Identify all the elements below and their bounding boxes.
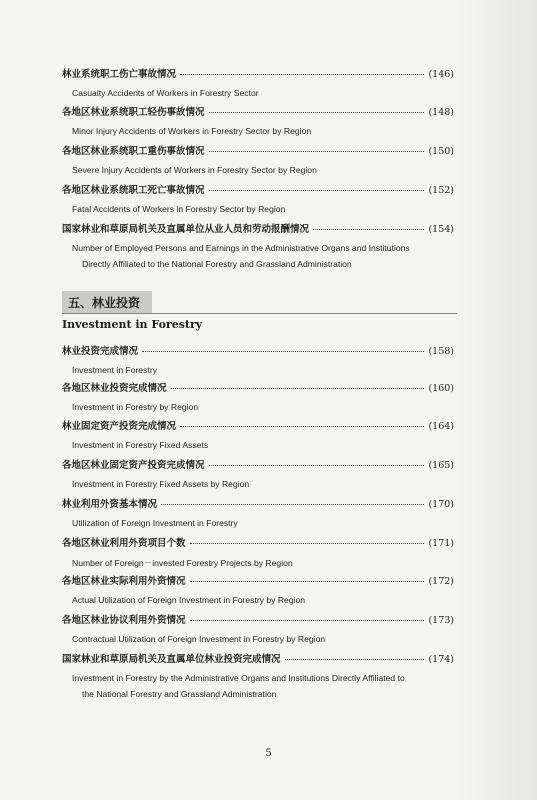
dot-leader xyxy=(209,465,425,466)
toc-entry-page: (165) xyxy=(428,460,454,471)
toc-entry-page: (170) xyxy=(428,499,454,510)
toc-entry-en: Contractual Utilization of Foreign Investment in Forestry by Region xyxy=(72,634,326,644)
toc-entry-page: (154) xyxy=(428,224,454,235)
toc-entry-en: Investment in Forestry Fixed Assets by Region xyxy=(72,479,250,489)
toc-entry-zh: 林业投资完成情况 xyxy=(62,346,139,357)
toc-entry xyxy=(62,66,454,98)
toc-entry-en: Investment in Forestry xyxy=(72,365,158,375)
dot-leader xyxy=(313,229,424,230)
toc-entry xyxy=(62,651,454,699)
section-rule xyxy=(62,313,457,314)
page-edge-shadow xyxy=(457,0,537,800)
toc-entry xyxy=(62,221,454,269)
toc-entry xyxy=(62,535,454,569)
toc-entry-en: Number of Employed Persons and Earnings in the Administrative Organs and Institutions xyxy=(72,243,410,253)
toc-entry-en: Actual Utilization of Foreign Investment in Forestry by Region xyxy=(72,595,306,605)
dot-leader xyxy=(209,190,425,191)
toc-entry-page: (172) xyxy=(428,576,454,587)
toc-entry-zh: 国家林业和草原局机关及直属单位从业人员和劳动报酬情况 xyxy=(62,224,310,235)
toc-entry xyxy=(62,182,454,214)
toc-entry-zh: 各地区林业协议利用外资情况 xyxy=(62,615,186,626)
dot-leader xyxy=(209,112,425,113)
toc-entry-zh: 林业利用外资基本情况 xyxy=(62,499,158,510)
toc-entry xyxy=(62,343,454,375)
toc-entry xyxy=(62,418,454,450)
dot-leader xyxy=(209,151,425,152)
toc-entry-en: Minor Injury Accidents of Workers in Forestry Sector by Region xyxy=(72,126,312,136)
dot-leader xyxy=(171,388,425,389)
dot-leader xyxy=(180,426,424,427)
toc-entry-zh: 林业固定资产投资完成情况 xyxy=(62,421,177,432)
page-number: 5 xyxy=(265,748,272,759)
toc-entry-page: (164) xyxy=(428,421,454,432)
toc-entry-zh: 国家林业和草原局机关及直属单位林业投资完成情况 xyxy=(62,654,281,665)
dot-leader xyxy=(180,74,424,75)
toc-entry-page: (174) xyxy=(428,654,454,665)
dot-leader xyxy=(161,504,424,505)
toc-entry-zh: 林业系统职工伤亡事故情况 xyxy=(62,69,177,80)
toc-entry-en: Investment in Forestry by the Administrative Organs and Institutions Directly Affiliated to xyxy=(72,673,405,683)
toc-entry-zh: 各地区林业投资完成情况 xyxy=(62,383,167,394)
toc-entry xyxy=(62,104,454,136)
toc-entry-en: Investment in Forestry by Region xyxy=(72,402,199,412)
toc-entry xyxy=(62,573,454,605)
toc-entry-zh: 各地区林业系统职工重伤事故情况 xyxy=(62,146,205,157)
toc-entry-page: (148) xyxy=(428,107,454,118)
toc-entry-en: Severe Injury Accidents of Workers in Forestry Sector by Region xyxy=(72,165,317,175)
toc-entry-en-continued: the National Forestry and Grassland Administration xyxy=(82,689,277,699)
toc-entry xyxy=(62,143,454,175)
toc-entry-en: Casualty Accidents of Workers in Forestry Sector xyxy=(72,88,259,98)
toc-entry xyxy=(62,380,454,412)
dot-leader xyxy=(142,351,424,352)
dot-leader xyxy=(190,620,425,621)
toc-entry-page: (150) xyxy=(428,146,454,157)
toc-entry-page: (152) xyxy=(428,185,454,196)
toc-entry-page: (146) xyxy=(428,69,454,80)
section-heading-zh: 五、林业投资 xyxy=(62,291,152,313)
toc-entry-en-continued: Directly Affiliated to the National Forestry and Grassland Administration xyxy=(82,259,352,269)
toc-entry xyxy=(62,496,454,528)
toc-entry xyxy=(62,612,454,644)
section-heading-en: Investment in Forestry xyxy=(62,318,203,331)
toc-entry-zh: 各地区林业系统职工死亡事故情况 xyxy=(62,185,205,196)
toc-entry-en: Number of Foreign－invested Forestry Projects by Region xyxy=(72,558,293,568)
toc-entry-en: Fatal Accidents of Workers in Forestry Sector by Region xyxy=(72,204,286,214)
toc-entry-en: Utilization of Foreign Investment in Forestry xyxy=(72,518,238,528)
dot-leader xyxy=(285,659,425,660)
dot-leader xyxy=(190,543,425,544)
toc-entry-page: (173) xyxy=(428,615,454,626)
toc-entry-page: (160) xyxy=(428,383,454,394)
dot-leader xyxy=(190,581,425,582)
toc-entry-page: (158) xyxy=(428,346,454,357)
toc-entry-en: Investment in Forestry Fixed Assets xyxy=(72,440,209,450)
toc-entry-zh: 各地区林业利用外资项目个数 xyxy=(62,538,186,549)
toc-entry-zh: 各地区林业系统职工轻伤事故情况 xyxy=(62,107,205,118)
toc-entry xyxy=(62,457,454,489)
toc-entry-page: (171) xyxy=(428,538,454,549)
toc-entry-zh: 各地区林业实际利用外资情况 xyxy=(62,576,186,587)
toc-entry-zh: 各地区林业固定资产投资完成情况 xyxy=(62,460,205,471)
